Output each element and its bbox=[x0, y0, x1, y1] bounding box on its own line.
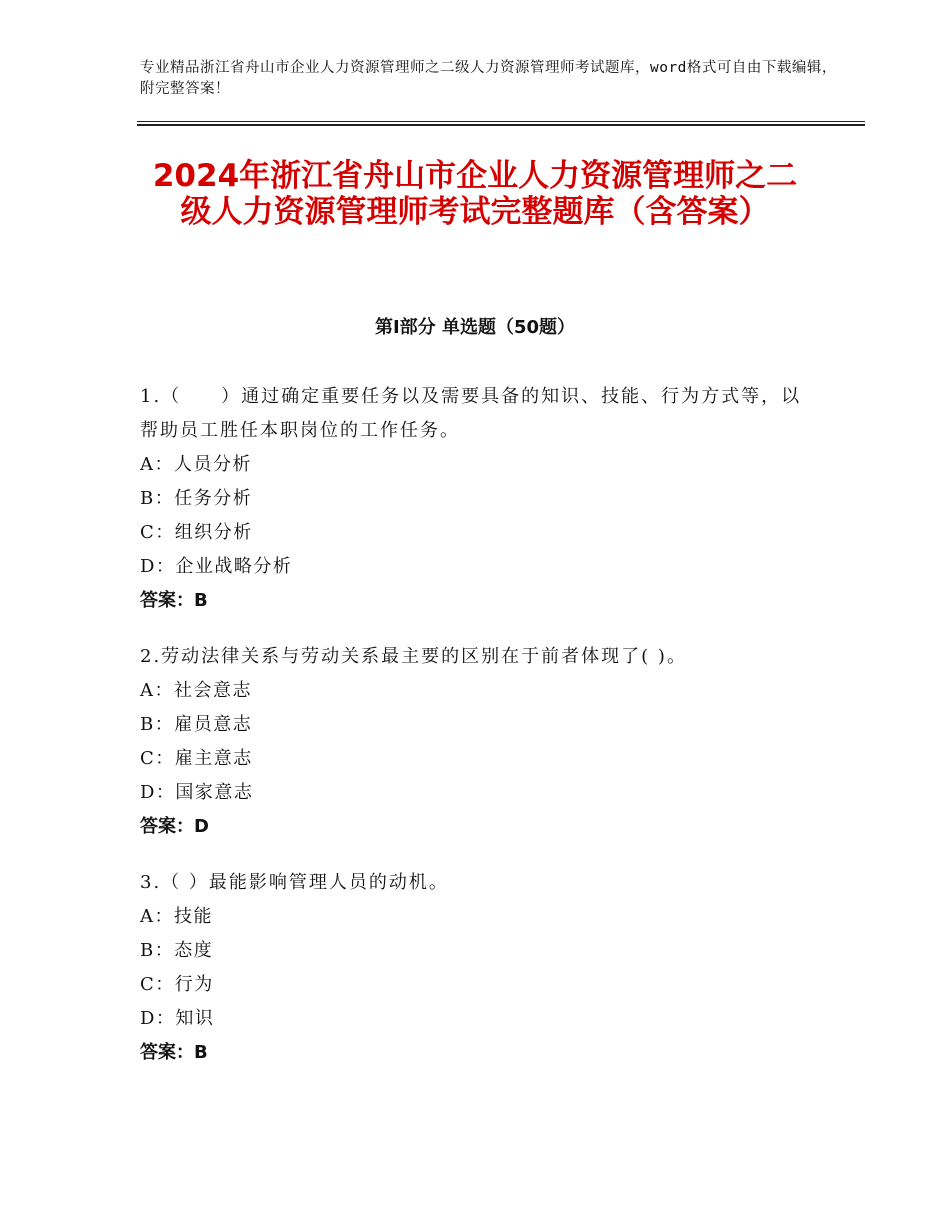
option-d: D：国家意志 bbox=[140, 782, 254, 803]
option-a: A：人员分析 bbox=[140, 454, 252, 475]
document-title: 2024年浙江省舟山市企业人力资源管理师之二级人力资源管理师考试完整题库（含答案） bbox=[152, 158, 798, 230]
option-a: A：技能 bbox=[140, 906, 213, 927]
option-c: C：行为 bbox=[140, 974, 214, 995]
answer: 答案：B bbox=[140, 1042, 208, 1063]
answer: 答案：B bbox=[140, 590, 208, 611]
question-stem: 3.（ ）最能影响管理人员的动机。 bbox=[140, 872, 449, 893]
option-c: C：雇主意志 bbox=[140, 748, 253, 769]
header-divider-thin bbox=[137, 121, 865, 122]
question-2 bbox=[140, 640, 820, 844]
option-b: B：雇员意志 bbox=[140, 714, 253, 735]
question-stem: 1.（ ）通过确定重要任务以及需要具备的知识、技能、行为方式等，以帮助员工胜任本职岗位的工作任务。 bbox=[140, 386, 802, 441]
option-d: D：企业战略分析 bbox=[140, 556, 293, 577]
question-1 bbox=[140, 380, 820, 618]
option-d: D：知识 bbox=[140, 1008, 215, 1029]
header-note: 专业精品浙江省舟山市企业人力资源管理师之二级人力资源管理师考试题库，word格式可自由下载编辑，附完整答案！ bbox=[140, 60, 837, 97]
question-stem: 2.劳动法律关系与劳动关系最主要的区别在于前者体现了( )。 bbox=[140, 646, 687, 667]
answer: 答案：D bbox=[140, 816, 209, 837]
option-b: B：态度 bbox=[140, 940, 214, 961]
section-title: 第Ⅰ部分 单选题（50题） bbox=[374, 317, 575, 338]
question-list bbox=[140, 380, 820, 1092]
option-a: A：社会意志 bbox=[140, 680, 252, 701]
header-divider-thick bbox=[137, 124, 865, 126]
option-b: B：任务分析 bbox=[140, 488, 253, 509]
question-3 bbox=[140, 866, 820, 1070]
option-c: C：组织分析 bbox=[140, 522, 253, 543]
